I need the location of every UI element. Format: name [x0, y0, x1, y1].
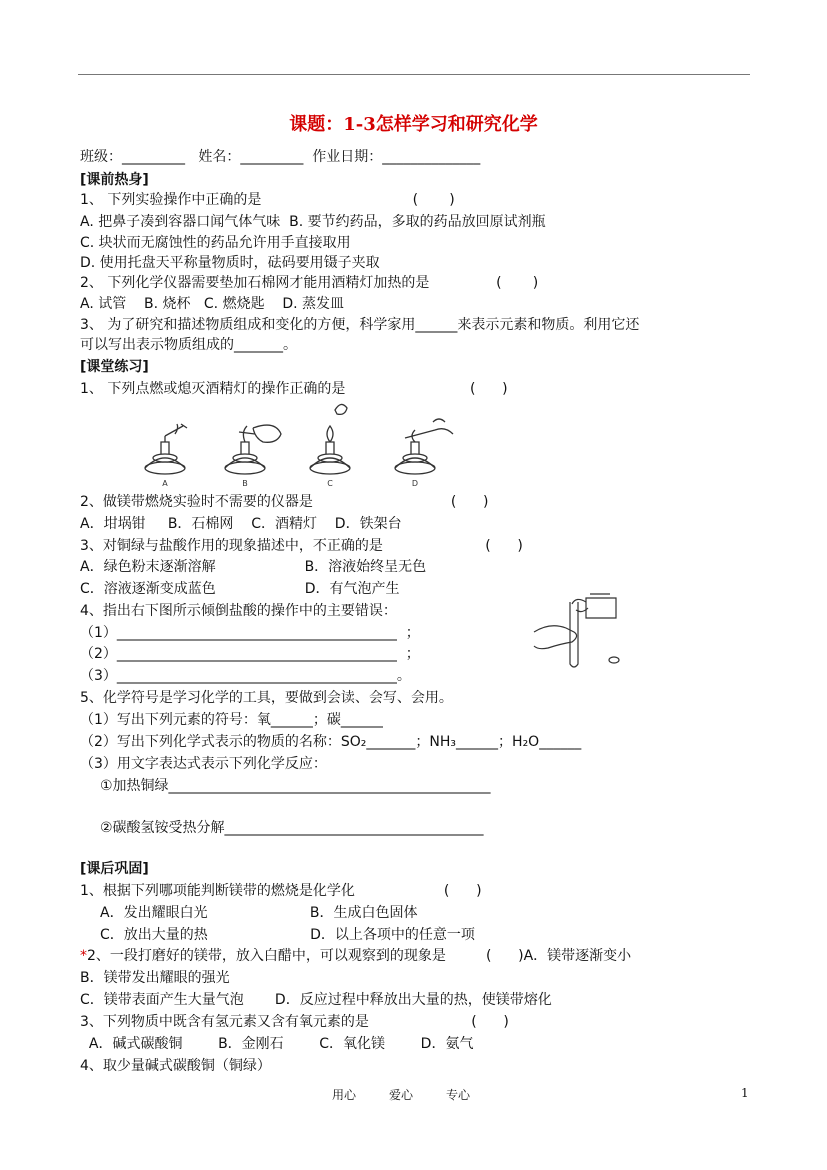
pre-q2-options: A. 试管 B. 烧杯 C. 燃烧匙 D. 蒸发皿 — [80, 296, 345, 312]
class-q2-options: A．坩埚钳 B．石棉网 C．酒精灯 D．铁架台 — [80, 516, 402, 532]
post-q1-ab: A．发出耀眼白光 B．生成白色固体 — [100, 905, 418, 921]
pre-q1: 1、 下列实验操作中正确的是 ( ) — [80, 192, 455, 208]
pre-q1-c: C. 块状而无腐蚀性的药品允许用手直接取用 — [80, 235, 351, 251]
pouring-acid-figure — [530, 592, 640, 672]
class-q3-cd: C．溶液逐渐变成蓝色 D．有气泡产生 — [80, 581, 400, 597]
footer-motto-1: 用心 — [332, 1088, 357, 1102]
lamp-a-icon — [145, 424, 187, 474]
lamp-b-icon — [225, 425, 281, 474]
header-rule — [78, 74, 750, 75]
pre-q1-d: D. 使用托盘天平称量物质时，砝码要用镊子夹取 — [80, 255, 380, 271]
footer-motto-2: 爱心 — [389, 1088, 414, 1102]
lamp-d-icon — [395, 419, 453, 474]
post-q1: 1、根据下列哪项能判断镁带的燃烧是化学化 ( ) — [80, 883, 482, 899]
fig-label-b: B — [242, 479, 248, 488]
post-q2-text: 2、一段打磨好的镁带，放入白醋中，可以观察到的现象是 ( )A．镁带逐渐变小 — [87, 948, 632, 964]
class-q5-3: （3）用文字表达式表示下列化学反应： — [80, 756, 327, 772]
header-info: 班级：_________ 姓名：_________ 作业日期：______________ — [80, 149, 481, 165]
pre-q3-cont: 可以写出表示物质组成的_______。 — [80, 337, 297, 353]
post-q1-cd: C．放出大量的热 D．以上各项中的任意一项 — [100, 927, 475, 943]
section-pre: [课前热身] — [80, 172, 149, 188]
post-q3: 3、下列物质中既含有氢元素又含有氧元素的是 ( ) — [80, 1014, 509, 1030]
class-q4-blank-3: （3）________________________________________。 — [80, 668, 411, 684]
class-q4: 4、指出右下图所示倾倒盐酸的操作中的主要错误： — [80, 603, 397, 619]
fig-label-a: A — [162, 479, 168, 488]
class-q5-1: （1）写出下列元素的符号：氧______；碳______ — [80, 712, 383, 728]
alcohol-lamp-figure — [135, 398, 455, 490]
class-q4-blank-1: （1）________________________________________ ； — [80, 625, 420, 641]
class-q5: 5、化学符号是学习化学的工具，要做到会读、会写、会用。 — [80, 690, 453, 706]
post-q2-b: B．镁带发出耀眼的强光 — [80, 970, 230, 986]
lamp-c-icon — [310, 404, 350, 474]
section-class: [课堂练习] — [80, 359, 149, 375]
class-q3-ab: A．绿色粉末逐渐溶解 B．溶液始终呈无色 — [80, 559, 427, 575]
post-q3-options: A．碱式碳酸铜 B．金刚石 C．氧化镁 D．氨气 — [80, 1036, 474, 1052]
class-q1: 1、 下列点燃或熄灭酒精灯的操作正确的是 ( ) — [80, 381, 508, 397]
page-title: 课题：1-3怎样学习和研究化学 — [289, 114, 538, 135]
class-q5-2: （2）写出下列化学式表示的物质的名称：SO₂_______；NH₃______；H₂O______ — [80, 734, 582, 750]
fig-label-c: C — [327, 479, 333, 488]
page-number: 1 — [741, 1086, 749, 1100]
class-q5-3b: ②碳酸氢铵受热分解_____________________________________ — [100, 820, 484, 836]
fig-label-d: D — [411, 479, 419, 488]
class-q4-blank-2: （2）________________________________________ ； — [80, 646, 420, 662]
section-post: [课后巩固] — [80, 861, 149, 877]
footer-motto-3: 专心 — [446, 1088, 471, 1102]
star-mark: * — [80, 948, 87, 964]
pre-q3: 3、 为了研究和描述物质组成和变化的方便，科学家用______来表示元素和物质。利用它还 — [80, 317, 640, 333]
class-q2: 2、做镁带燃烧实验时不需要的仪器是 ( ) — [80, 494, 489, 510]
post-q2-cd: C．镁带表面产生大量气泡 D．反应过程中释放出大量的热，使镁带熔化 — [80, 992, 552, 1008]
post-q4: 4、取少量碱式碳酸铜（铜绿） — [80, 1058, 271, 1074]
pre-q1-ab: A. 把鼻子凑到容器口闻气体气味 B. 要节约药品，多取的药品放回原试剂瓶 — [80, 214, 546, 230]
class-q5-3a: ①加热铜绿______________________________________________ — [100, 778, 491, 794]
post-q2 — [80, 947, 631, 965]
pre-q2: 2、 下列化学仪器需要垫加石棉网才能用酒精灯加热的是 ( ) — [80, 275, 539, 291]
class-q3: 3、对铜绿与盐酸作用的现象描述中，不正确的是 ( ) — [80, 538, 523, 554]
